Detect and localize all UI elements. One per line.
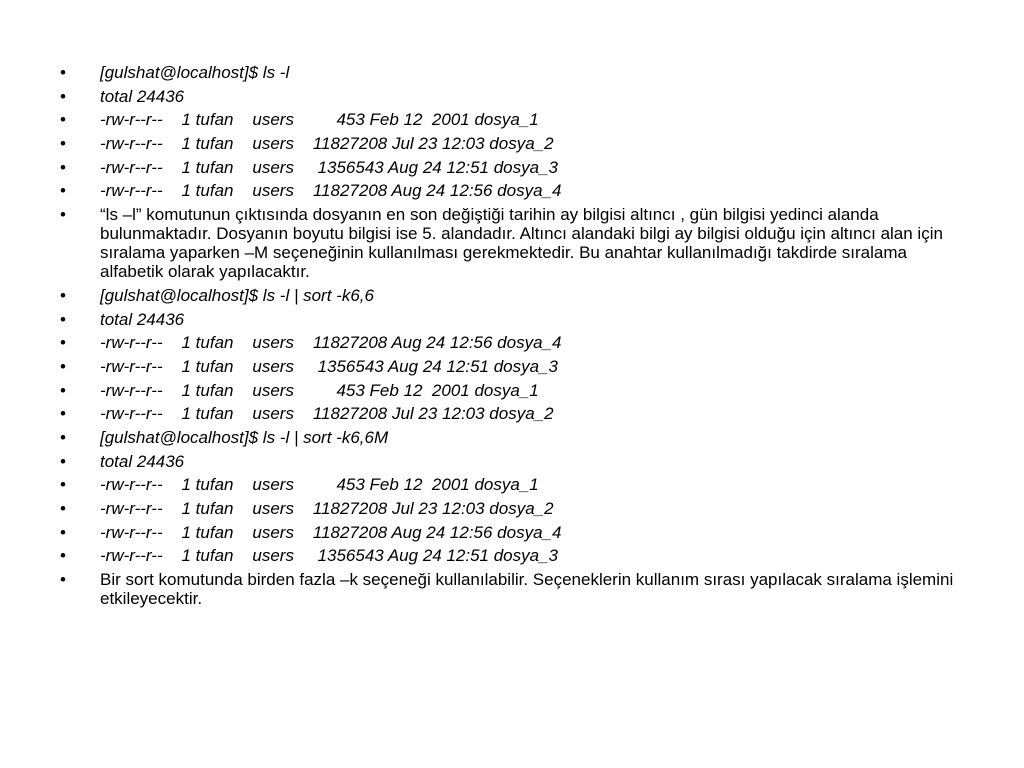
bullet-icon: • xyxy=(60,134,66,154)
bullet-icon: • xyxy=(60,380,66,400)
explanation-paragraph: “ls –l” komutunun çıktısında dosyanın en son değiştiği tarihin ay bilgisi altıncı , gün bilgisi yedinci alanda bulunmaktadır. Dosyanın boyutu bilgisi ise 5. alandadır. Altıncı alandaki bilgi ay bilgisi olduğu için altıncı alan için sıralama yaparken –M seçeneğinin kullanılması gerekmektedir. Bu anahtar kullanılmadığı takdirde sıralama alfabetik olarak yapılacaktır. xyxy=(100,205,943,282)
bullet-icon: • xyxy=(60,285,66,305)
output-line: -rw-r--r-- 1 tufan users 11827208 Aug 24 12:56 dosya_4 xyxy=(100,181,562,201)
bullet-icon: • xyxy=(60,427,66,447)
list-item xyxy=(58,158,958,177)
output-line: -rw-r--r-- 1 tufan users 11827208 Jul 23 12:03 dosya_2 xyxy=(100,134,554,154)
output-line: -rw-r--r-- 1 tufan users 453 Feb 12 2001 dosya_1 xyxy=(100,110,539,130)
explanation-paragraph: Bir sort komutunda birden fazla –k seçeneği kullanılabilir. Seçeneklerin kullanım sırası yapılacak sıralama işlemini etkileyecektir. xyxy=(100,570,954,609)
list-item xyxy=(58,404,958,423)
bullet-icon: • xyxy=(60,475,66,495)
list-item xyxy=(58,428,958,447)
bullet-icon: • xyxy=(60,86,66,106)
bullet-icon: • xyxy=(60,157,66,177)
list-item xyxy=(58,475,958,494)
bullet-icon: • xyxy=(60,404,66,424)
command-line: [gulshat@localhost]$ ls -l xyxy=(100,63,290,82)
bullet-icon: • xyxy=(60,546,66,566)
output-line: total 24436 xyxy=(100,309,185,329)
list-item xyxy=(58,87,958,106)
output-line: -rw-r--r-- 1 tufan users 453 Feb 12 2001 dosya_1 xyxy=(100,380,539,400)
list-item xyxy=(58,357,958,376)
output-line: -rw-r--r-- 1 tufan users 1356543 Aug 24 12:51 dosya_3 xyxy=(100,356,558,376)
output-line: -rw-r--r-- 1 tufan users 11827208 Aug 24 12:56 dosya_4 xyxy=(100,522,562,542)
list-item xyxy=(58,381,958,400)
list-item xyxy=(58,499,958,518)
bullet-icon: • xyxy=(60,451,66,471)
list-item xyxy=(58,110,958,129)
output-line: total 24436 xyxy=(100,86,185,106)
bullet-icon: • xyxy=(60,309,66,329)
list-item xyxy=(58,63,958,82)
bullet-icon: • xyxy=(60,181,66,201)
command-line: [gulshat@localhost]$ ls -l | sort -k6,6 xyxy=(100,285,374,305)
bullet-icon: • xyxy=(60,522,66,542)
list-item xyxy=(58,546,958,565)
output-line: -rw-r--r-- 1 tufan users 11827208 Aug 24 12:56 dosya_4 xyxy=(100,333,562,353)
output-line: total 24436 xyxy=(100,451,185,471)
bullet-icon: • xyxy=(60,110,66,130)
list-item xyxy=(58,134,958,153)
bullet-list xyxy=(58,63,958,613)
list-item xyxy=(58,181,958,200)
bullet-icon: • xyxy=(60,356,66,376)
bullet-icon: • xyxy=(60,63,66,82)
output-line: -rw-r--r-- 1 tufan users 11827208 Jul 23 12:03 dosya_2 xyxy=(100,499,554,518)
bullet-icon: • xyxy=(60,333,66,353)
output-line: -rw-r--r-- 1 tufan users 11827208 Jul 23 12:03 dosya_2 xyxy=(100,404,554,424)
bullet-icon: • xyxy=(60,499,66,518)
bullet-icon: • xyxy=(60,570,66,590)
list-item xyxy=(58,286,958,305)
list-item xyxy=(58,310,958,329)
list-item xyxy=(58,570,958,608)
command-line: [gulshat@localhost]$ ls -l | sort -k6,6M xyxy=(100,427,389,447)
output-line: -rw-r--r-- 1 tufan users 1356543 Aug 24 12:51 dosya_3 xyxy=(100,546,558,566)
list-item xyxy=(58,205,958,281)
list-item xyxy=(58,523,958,542)
output-line: -rw-r--r-- 1 tufan users 1356543 Aug 24 12:51 dosya_3 xyxy=(100,157,558,177)
list-item xyxy=(58,333,958,352)
output-line: -rw-r--r-- 1 tufan users 453 Feb 12 2001 dosya_1 xyxy=(100,475,539,495)
list-item xyxy=(58,452,958,471)
bullet-icon: • xyxy=(60,205,66,225)
